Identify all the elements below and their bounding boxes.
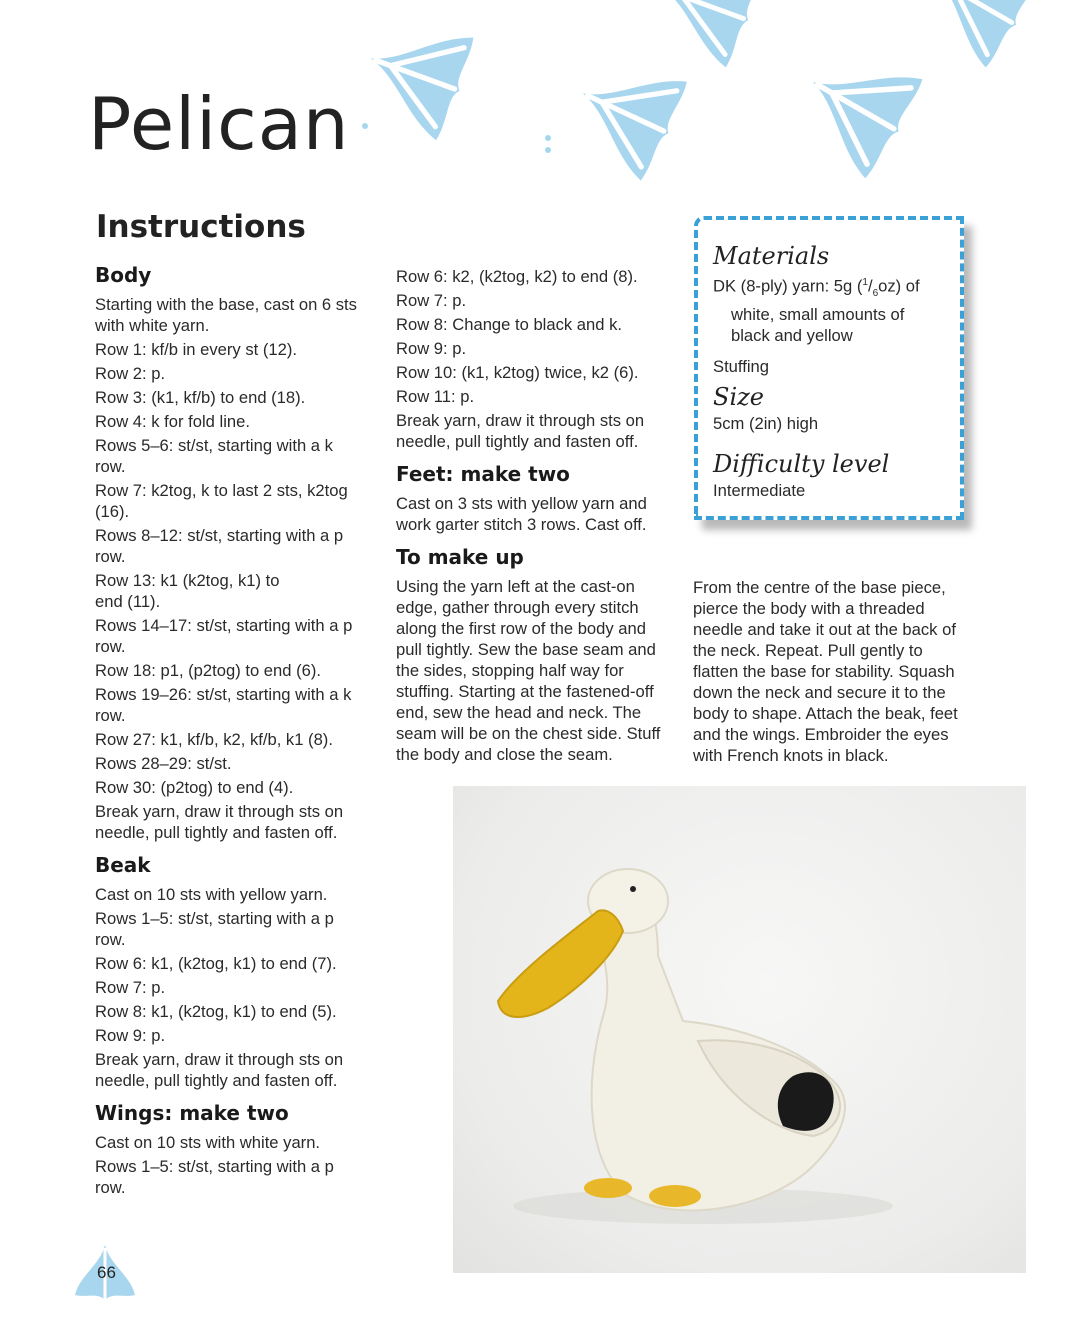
instruction-line: Row 7: p. bbox=[396, 291, 467, 310]
materials-heading: Materials bbox=[713, 242, 830, 270]
instruction-line: Cast on 3 sts with yellow yarn and work garter stitch 3 rows. Cast off. bbox=[396, 494, 647, 534]
instruction-line: Rows 8–12: st/st, starting with a p row. bbox=[95, 526, 344, 566]
pelican-photo bbox=[453, 786, 1026, 1273]
feet-instructions bbox=[396, 493, 668, 535]
instruction-line: Rows 1–5: st/st, starting with a p row. bbox=[95, 1157, 334, 1197]
instruction-line: Row 18: p1, (p2tog) to end (6). bbox=[95, 661, 321, 680]
make-up-text-continued: From the centre of the base piece, pierce the body with a threaded needle and take it out at the back of the neck. Repeat. Pull gently to flatten the base for stability. Squash down the neck and secure it to the body to shape. Attach the beak, feet and the wings. Embroider the eyes with French knots in black. bbox=[693, 578, 958, 765]
instruction-line: Row 8: Change to black and k. bbox=[396, 315, 622, 334]
instruction-line: Row 2: p. bbox=[95, 364, 166, 383]
instruction-line: Row 1: kf/b in every st (12). bbox=[95, 340, 297, 359]
materials-stuffing: Stuffing bbox=[713, 356, 769, 376]
instruction-line: Row 6: k1, (k2tog, k1) to end (7). bbox=[95, 954, 337, 973]
instruction-line: Rows 19–26: st/st, starting with a k row. bbox=[95, 685, 352, 725]
materials-box bbox=[694, 216, 964, 520]
beak-heading: Beak bbox=[95, 853, 151, 877]
instruction-line: Row 4: k for fold line. bbox=[95, 412, 250, 431]
fraction-numerator: 1 bbox=[862, 277, 868, 288]
instruction-line: Row 10: (k1, k2tog) twice, k2 (6). bbox=[396, 363, 639, 382]
instruction-line: Starting with the base, cast on 6 sts with white yarn. bbox=[95, 295, 357, 335]
instruction-line: Rows 14–17: st/st, starting with a p row. bbox=[95, 616, 353, 656]
page-title: Pelican bbox=[88, 82, 350, 166]
instruction-line: Rows 5–6: st/st, starting with a k row. bbox=[95, 436, 333, 476]
size-heading: Size bbox=[713, 382, 764, 411]
page-number: 66 bbox=[97, 1263, 116, 1282]
instruction-line: Row 3: (k1, kf/b) to end (18). bbox=[95, 388, 306, 407]
body-instructions bbox=[95, 294, 365, 843]
make-up-heading: To make up bbox=[396, 545, 524, 569]
difficulty-heading: Difficulty level bbox=[713, 449, 890, 478]
instruction-line: Row 6: k2, (k2tog, k2) to end (8). bbox=[396, 267, 638, 286]
yarn-text-pre: DK (8-ply) yarn: 5g ( bbox=[713, 276, 863, 296]
instruction-line: Row 9: p. bbox=[396, 339, 467, 358]
column-right bbox=[693, 577, 968, 769]
column-left bbox=[95, 265, 365, 1201]
instruction-line: Row 8: k1, (k2tog, k1) to end (5). bbox=[95, 1002, 337, 1021]
size-value: 5cm (2in) high bbox=[713, 413, 819, 433]
wings-instructions bbox=[95, 1132, 365, 1198]
instruction-line: Row 7: p. bbox=[95, 978, 166, 997]
materials-yarn: DK (8-ply) yarn: 5g $(^1/_6oz)$ of white, small amounts of black and yellow bbox=[713, 276, 920, 345]
instruction-line: Row 13: k1 (k2tog, k1) to end (11). bbox=[95, 571, 280, 611]
instruction-line: Row 7: k2tog, k to last 2 sts, k2tog (16). bbox=[95, 481, 348, 521]
instruction-line: Row 27: k1, kf/b, k2, kf/b, k1 (8). bbox=[95, 730, 333, 749]
yarn-text-post: oz) of white, small amounts of black and yellow bbox=[731, 276, 920, 345]
feet-heading: Feet: make two bbox=[396, 462, 570, 486]
instruction-line: Row 9: p. bbox=[95, 1026, 166, 1045]
make-up-text: Using the yarn left at the cast-on edge, gather through every stitch along the first row of the body and pull tightly. Sew the base seam and the sides, stopping half way for stuffing. Starting at the fastened-off end, sew the head and neck. The seam will be on the chest side. Stuff the body and close the seam. bbox=[396, 577, 661, 764]
column-middle bbox=[396, 266, 668, 768]
instruction-line: Cast on 10 sts with white yarn. bbox=[95, 1133, 321, 1152]
instruction-line: Row 11: p. bbox=[396, 387, 475, 406]
knitted-pelican-illustration bbox=[453, 786, 1026, 1273]
beak-instructions bbox=[95, 884, 365, 1091]
wings-instructions-continued bbox=[396, 266, 668, 452]
fraction-denominator: 6 bbox=[872, 287, 879, 299]
instruction-line: Rows 28–29: st/st. bbox=[95, 754, 232, 773]
instruction-line: Rows 1–5: st/st, starting with a p row. bbox=[95, 909, 334, 949]
wings-heading: Wings: make two bbox=[95, 1101, 289, 1125]
instruction-line: Break yarn, draw it through sts on needle, pull tightly and fasten off. bbox=[95, 1050, 344, 1090]
instruction-line: Break yarn, draw it through sts on needle, pull tightly and fasten off. bbox=[95, 802, 344, 842]
difficulty-value: Intermediate bbox=[713, 480, 806, 500]
instruction-line: Break yarn, draw it through sts on needle, pull tightly and fasten off. bbox=[396, 411, 645, 451]
section-subtitle: Instructions bbox=[96, 209, 306, 245]
instruction-line: Row 30: (p2tog) to end (4). bbox=[95, 778, 294, 797]
instruction-line: Cast on 10 sts with yellow yarn. bbox=[95, 885, 328, 904]
body-heading: Body bbox=[95, 263, 152, 287]
